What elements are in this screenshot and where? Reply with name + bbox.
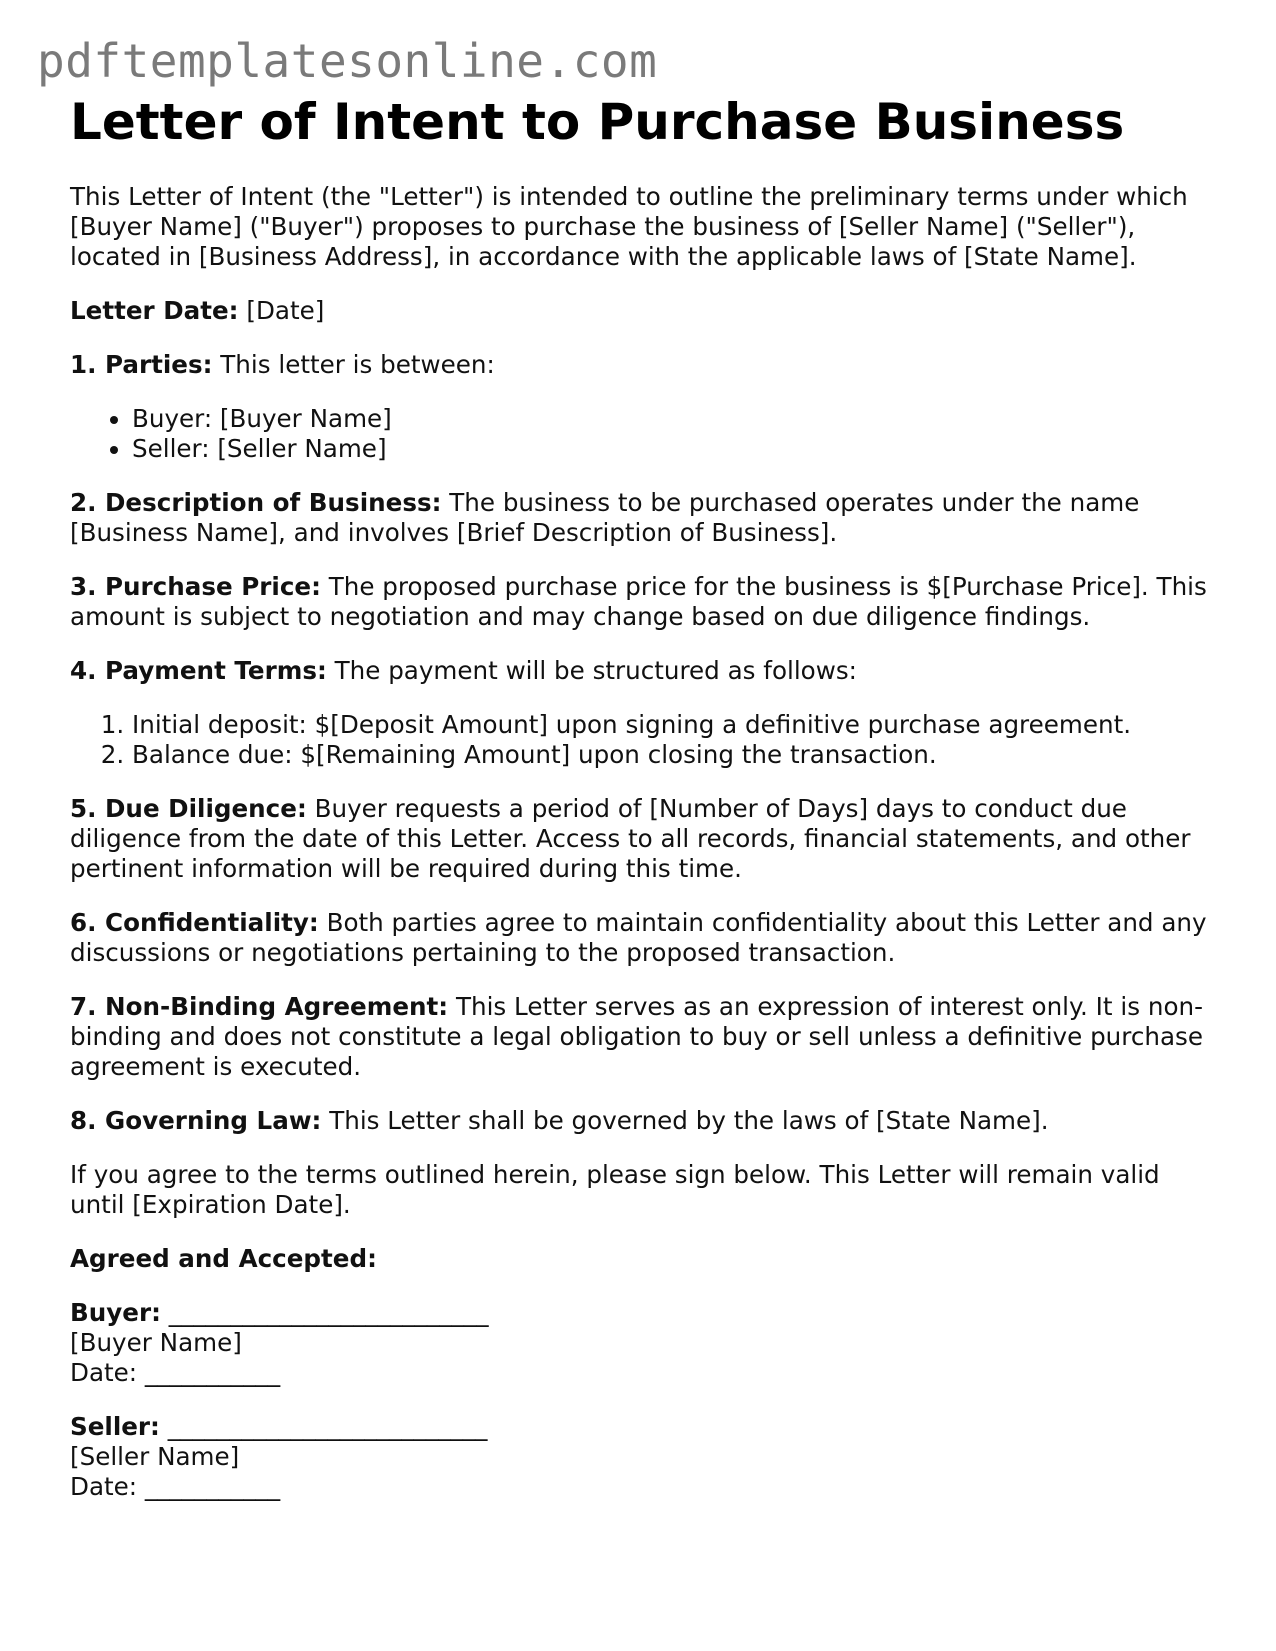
section-parties [70, 350, 1220, 380]
buyer-name: [Buyer Name] [70, 1328, 242, 1357]
section-payment-terms [70, 656, 1220, 686]
section-purchase-price [70, 572, 1220, 632]
agreed-heading [70, 1244, 1220, 1274]
list-item: 2. Balance due: $[Remaining Amount] upon closing the transaction. [132, 740, 1220, 770]
letter-date-label: Letter Date: [70, 296, 239, 325]
document-page [70, 92, 1220, 1502]
seller-name: [Seller Name] [70, 1442, 240, 1471]
parties-list [70, 404, 1220, 464]
section-governing-law [70, 1106, 1220, 1136]
payment-list [70, 710, 1220, 770]
buyer-signature-line [70, 1298, 1220, 1328]
list-item: • Buyer: [Buyer Name] [132, 404, 1220, 434]
section-text: This Letter serves as an expression of interest only. It is non-binding and does not constitute a legal obligation to buy or sell unless a definitive purchase agreement is executed. [70, 992, 1203, 1081]
buyer-label: Buyer: [70, 1298, 161, 1327]
letter-date-value: [Date] [246, 296, 325, 325]
seller-signature-line [70, 1412, 1220, 1442]
seller-signature-block [70, 1412, 1220, 1502]
buyer-date: Date: ___________ [70, 1358, 281, 1387]
intro-paragraph: This Letter of Intent (the "Letter") is intended to outline the preliminary terms under which [Buyer Name] ("Buyer") proposes to purchase the business of [Seller Name] ("Seller"), located in [Business Address], in accordance with the applicable laws of [State Name]. [70, 182, 1188, 271]
seller-signature-field: __________________________ [167, 1412, 488, 1441]
watermark: pdftemplatesonline.com [37, 34, 658, 88]
seller-label: Seller: [70, 1412, 160, 1441]
section-text: This Letter shall be governed by the laws of [State Name]. [329, 1106, 1049, 1135]
section-non-binding [70, 992, 1220, 1082]
section-text: The payment will be structured as follows: [334, 656, 857, 685]
section-label: 8. Governing Law: [70, 1106, 322, 1135]
section-label: 2. Description of Business: [70, 488, 442, 517]
closing-paragraph: If you agree to the terms outlined herein, please sign below. This Letter will remain valid until [Expiration Date]. [70, 1160, 1160, 1219]
section-text: Buyer requests a period of [Number of Days] days to conduct due diligence from the date of this Letter. Access to all records, financial statements, and other pertinent information will be required during this time. [70, 794, 1191, 883]
buyer-signature-field: __________________________ [168, 1298, 489, 1327]
seller-date: Date: ___________ [70, 1472, 281, 1501]
section-label: 7. Non-Binding Agreement: [70, 992, 449, 1021]
section-label: 1. Parties: [70, 350, 213, 379]
section-due-diligence [70, 794, 1220, 884]
list-item: • Seller: [Seller Name] [132, 434, 1220, 464]
buyer-signature-block [70, 1298, 1220, 1388]
section-description [70, 488, 1220, 548]
agreed-label: Agreed and Accepted: [70, 1244, 377, 1273]
section-label: 3. Purchase Price: [70, 572, 321, 601]
document-title: Letter of Intent to Purchase Business [70, 93, 1125, 151]
section-confidentiality [70, 908, 1220, 968]
letter-date [70, 296, 1220, 326]
section-text: The business to be purchased operates under the name [Business Name], and involves [Brief Description of Business]. [70, 488, 1140, 547]
section-text: This letter is between: [220, 350, 495, 379]
section-label: 5. Due Diligence: [70, 794, 307, 823]
section-label: 6. Confidentiality: [70, 908, 319, 937]
section-text: Both parties agree to maintain confidentiality about this Letter and any discussions or negotiations pertaining to the proposed transaction. [70, 908, 1207, 967]
section-text: The proposed purchase price for the business is $[Purchase Price]. This amount is subject to negotiation and may change based on due diligence findings. [70, 572, 1207, 631]
list-item: 1. Initial deposit: $[Deposit Amount] upon signing a definitive purchase agreement. [132, 710, 1220, 740]
section-label: 4. Payment Terms: [70, 656, 327, 685]
